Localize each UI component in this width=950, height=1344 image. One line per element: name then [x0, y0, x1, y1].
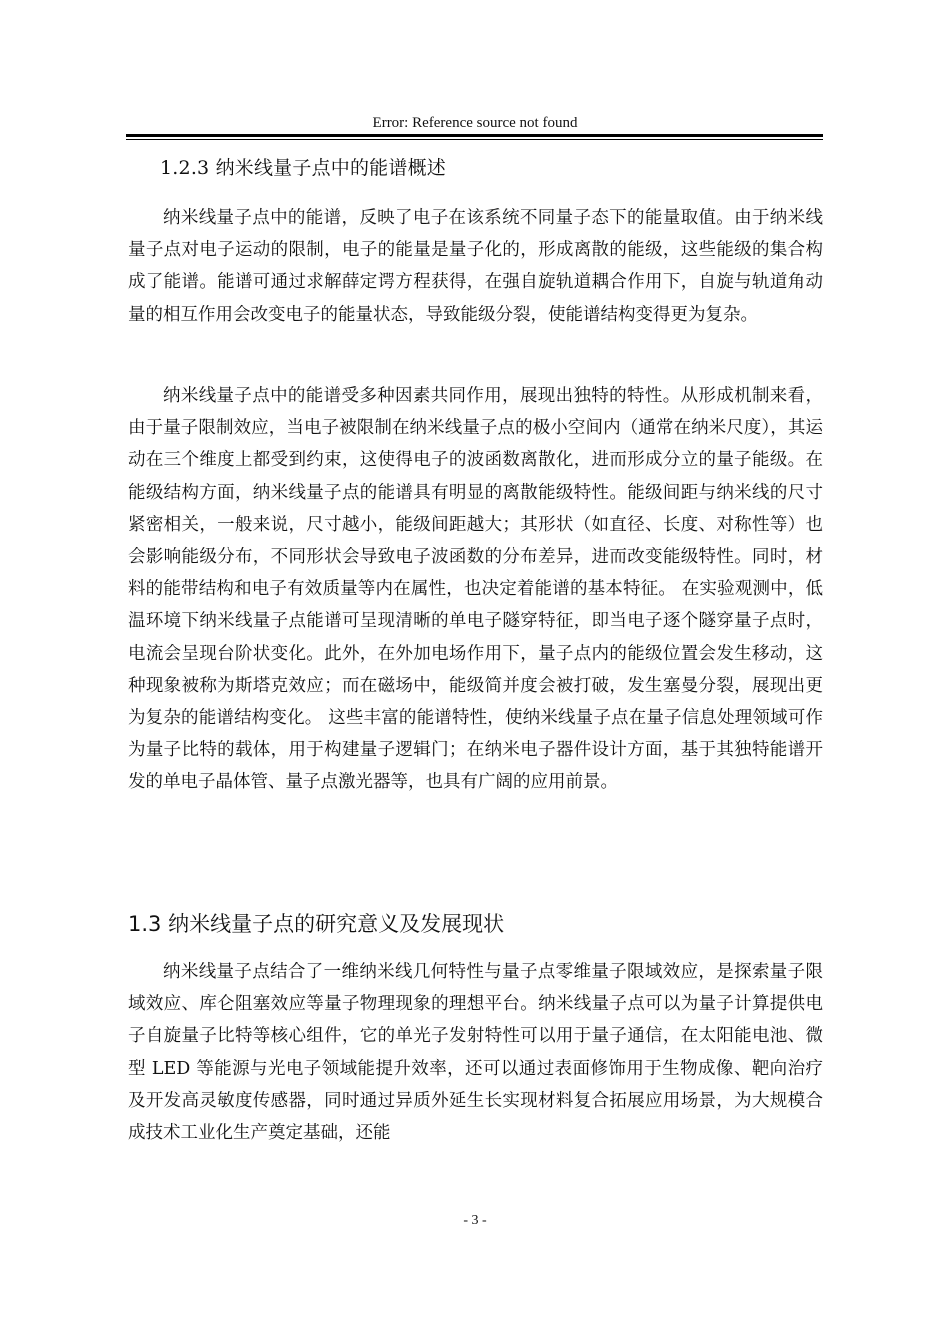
- section-heading-1-3: 1.3 纳米线量子点的研究意义及发展现状: [128, 912, 505, 936]
- header-rule-thick: [126, 134, 823, 137]
- paragraph: 纳米线量子点中的能谱，反映了电子在该系统不同量子态下的能量取值。由于纳米线量子点对电子运动的限制，电子的能量是量子化的，形成离散的能级，这些能级的集合构成了能谱。能谱可通过求解薛定谔方程获得，在强自旋轨道耦合作用下，自旋与轨道角动量的相互作用会改变电子的能量状态，导致能级分裂，使能谱结构变得更为复杂。: [128, 208, 823, 325]
- page-number: - 3 -: [463, 1213, 487, 1228]
- section-heading-1-2-3: 1.2.3 纳米线量子点中的能谱概述: [160, 157, 446, 179]
- running-header-text: Error: Reference source not found: [372, 115, 578, 131]
- paragraph: 纳米线量子点结合了一维纳米线几何特性与量子点零维量子限域效应，是探索量子限域效应、库仑阻塞效应等量子物理现象的理想平台。纳米线量子点可以为量子计算提供电子自旋量子比特等核心组件，它的单光子发射特性可以用于量子通信，在太阳能电池、微型 LED 等能源与光电子领域能提升效率，还可以通过表面修饰用于生物成像、靶向治疗及开发高灵敏度传感器，同时通过异质外延生长实现材料复合拓展应用场景，为大规模合成技术工业化生产奠定基础，还能: [128, 962, 823, 1144]
- paragraph: 纳米线量子点中的能谱受多种因素共同作用，展现出独特的特性。从形成机制来看，由于量子限制效应，当电子被限制在纳米线量子点的极小空间内（通常在纳米尺度），其运动在三个维度上都受到约束，这使得电子的波函数离散化，进而形成分立的量子能级。在能级结构方面，纳米线量子点的能谱具有明显的离散能级特性。能级间距与纳米线的尺寸紧密相关，一般来说，尺寸越小，能级间距越大；其形状（如直径、长度、对称性等）也会影响能级分布，不同形状会导致电子波函数的分布差异，进而改变能级特性。同时，材料的能带结构和电子有效质量等内在属性，也决定着能谱的基本特征。 在实验观测中，低温环境下纳米线量子点能谱可呈现清晰的单电子隧穿特征，即当电子逐个隧穿量子点时，电流会呈现台阶状变化。此外，在外加电场作用下，量子点内的能级位置会发生移动，这种现象被称为斯塔克效应；而在磁场中，能级简并度会被打破，发生塞曼分裂，展现出更为复杂的能谱结构变化。 这些丰富的能谱特性，使纳米线量子点在量子信息处理领域可作为量子比特的载体，用于构建量子逻辑门；在纳米电子器件设计方面，基于其独特能谱开发的单电子晶体管、量子点激光器等，也具有广阔的应用前景。: [128, 386, 823, 793]
- header-rule-thin: [126, 139, 823, 140]
